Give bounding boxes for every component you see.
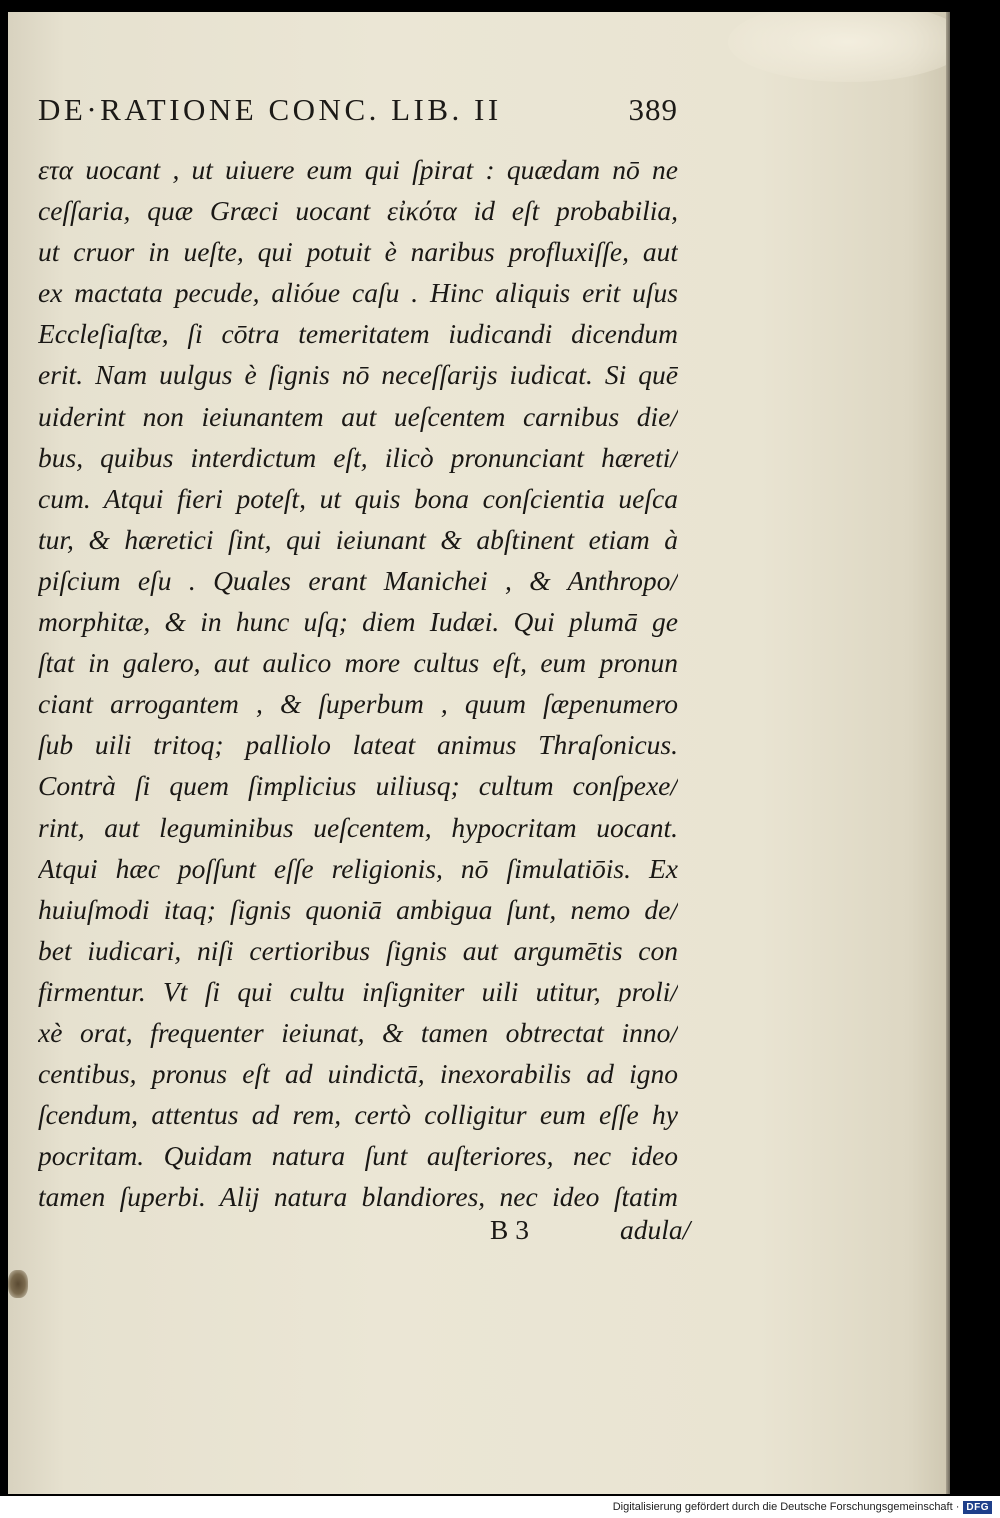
text-line: ciant arrogantem , & ſuperbum , quum ſæpenumero xyxy=(38,688,678,720)
body-text xyxy=(38,149,678,1217)
text-line: ſub uili tritoq; palliolo lateat animus Thraſonicus. xyxy=(38,729,678,761)
text-line: bet iudicari, niſi certioribus ſignis aut argumētis con xyxy=(38,934,678,966)
text-line: erit. Nam uulgus è ſignis nō neceſſarijs iudicat. Si quē xyxy=(38,359,678,391)
text-line: Eccleſiaſtæ, ſi cōtra temeritatem iudicandi dicendum xyxy=(38,318,678,350)
text-line: ex mactata pecude, alióue caſu . Hinc aliquis erit uſus xyxy=(38,277,678,309)
text-line: uiderint non ieiunantem aut ueſcentem carnibus die/ xyxy=(38,400,678,432)
text-line: ſcendum, attentus ad rem, certò colligitur eum eſſe hy xyxy=(38,1099,678,1131)
text-line: xè orat, frequenter ieiunat, & tamen obtrectat inno/ xyxy=(38,1016,678,1048)
book-page xyxy=(8,12,946,1494)
page-edge xyxy=(946,12,950,1494)
text-line: cum. Atqui fieri poteſt, ut quis bona conſcientia ueſca xyxy=(38,482,678,514)
catchword-line xyxy=(38,1214,691,1254)
footer-bar xyxy=(0,1496,1000,1518)
page-stain xyxy=(728,12,946,82)
text-line: centibus, pronus eſt ad uindictā, inexorabilis ad igno xyxy=(38,1058,678,1090)
text-line: piſcium eſu . Quales erant Manichei , & Anthropo/ xyxy=(38,564,678,596)
ink-blot xyxy=(8,1270,28,1298)
text-line: ετα uocant , ut uiuere eum qui ſpirat : quædam nō ne xyxy=(38,154,678,185)
text-line: firmentur. Vt ſi qui cultu inſigniter uili utitur, proli/ xyxy=(38,975,678,1007)
text-line: morphitæ, & in hunc uſq; diem Iudæi. Qui plumā ge xyxy=(38,606,678,638)
text-line: Contrà ſi quem ſimplicius uiliusq; cultum conſpexe/ xyxy=(38,770,678,802)
funding-credit: Digitalisierung gefördert durch die Deutsche Forschungsgemeinschaft · xyxy=(612,1501,960,1513)
text-line: tamen ſuperbi. Alij natura blandiores, nec ideo ſtatim xyxy=(38,1181,678,1213)
text-line: rint, aut leguminibus ueſcentem, hypocritam uocant. xyxy=(38,811,678,843)
text-line: ceſſaria, quæ Græci uocant εἰκότα id eſt probabilia, xyxy=(38,195,678,227)
catchword: adula/ xyxy=(620,1214,691,1245)
page-number: 389 xyxy=(628,92,678,127)
dfg-logo: DFG xyxy=(963,1501,992,1514)
running-head xyxy=(38,92,678,128)
text-line: ſtat in galero, aut aulico more cultus eſt, eum pronun xyxy=(38,647,678,679)
text-line: Atqui hæc poſſunt eſſe religionis, nō ſimulatiōis. Ex xyxy=(38,852,678,884)
running-head-title: DE·RATIONE CONC. LIB. II xyxy=(38,92,502,127)
text-line: tur, & hæretici ſint, qui ieiunant & abſtinent etiam à xyxy=(38,523,678,555)
text-line: ut cruor in ueſte, qui potuit è naribus profluxiſſe, aut xyxy=(38,236,678,268)
text-line: pocritam. Quidam natura ſunt auſteriores, nec ideo xyxy=(38,1140,678,1172)
text-line: bus, quibus interdictum eſt, ilicò pronunciant hæreti/ xyxy=(38,441,678,473)
text-line: huiuſmodi itaq; ſignis quoniā ambigua ſunt, nemo de/ xyxy=(38,893,678,925)
signature-mark: B 3 xyxy=(490,1214,529,1245)
